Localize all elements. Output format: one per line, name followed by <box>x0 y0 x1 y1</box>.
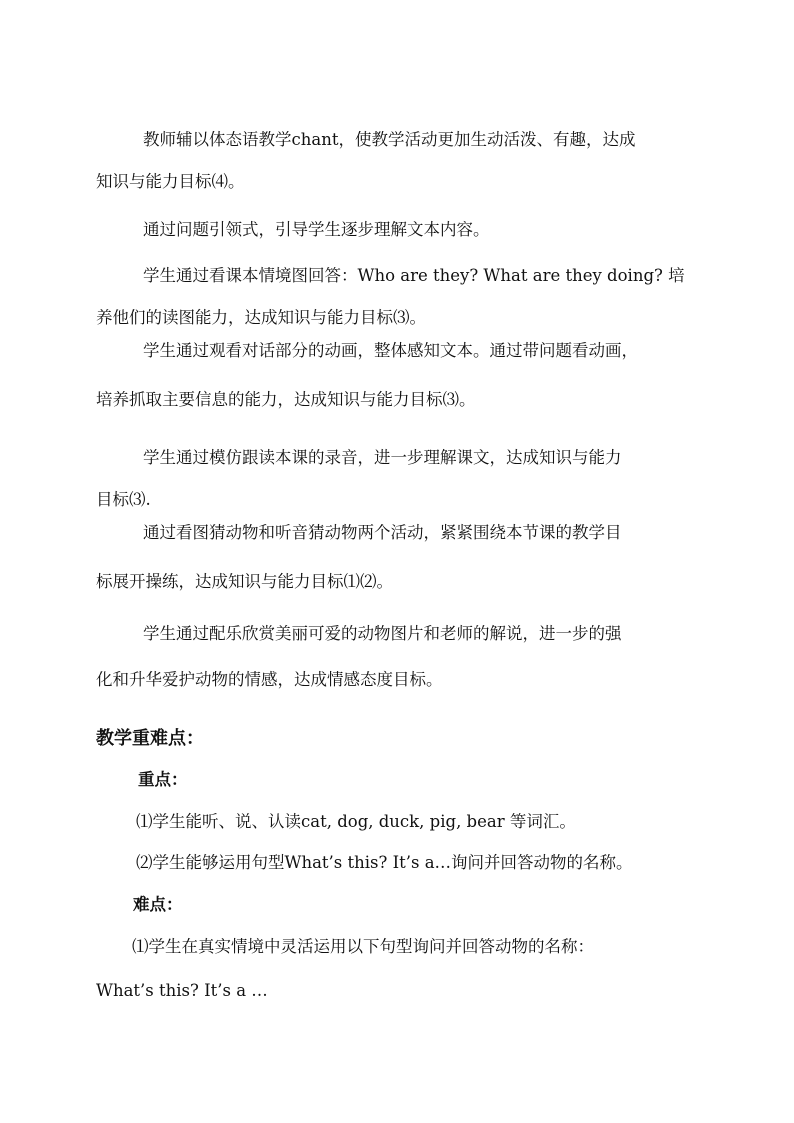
difficult-points-heading: 难点： <box>133 895 183 914</box>
key-point-1: ⑴学生能听、说、认读cat, dog, duck, pig, bear 等词汇。 <box>136 812 576 831</box>
paragraph-1-line-1: 教师辅以体态语教学chant，使教学活动更加生动活泼、有趣，达成 <box>143 130 636 149</box>
paragraph-6-line-2: 标展开操练，达成知识与能力目标⑴⑵。 <box>96 572 393 591</box>
paragraph-4-line-1: 学生通过观看对话部分的动画，整体感知文本。通过带问题看动画， <box>143 341 638 360</box>
key-points-heading: 重点： <box>138 770 188 789</box>
paragraph-6-line-1: 通过看图猜动物和听音猜动物两个活动，紧紧围绕本节课的教学目 <box>143 523 622 542</box>
difficult-point-1: ⑴学生在真实情境中灵活运用以下句型询问并回答动物的名称： <box>132 937 594 956</box>
difficult-point-2: What’s this? It’s a … <box>96 981 268 1000</box>
paragraph-4-line-2: 培养抓取主要信息的能力，达成知识与能力目标⑶。 <box>96 390 476 409</box>
paragraph-2-line-1: 通过问题引领式，引导学生逐步理解文本内容。 <box>143 220 490 239</box>
paragraph-7-line-1: 学生通过配乐欣赏美丽可爱的动物图片和老师的解说，进一步的强 <box>143 624 622 643</box>
paragraph-5-line-2: 目标⑶. <box>96 490 151 509</box>
paragraph-3-line-2: 养他们的读图能力，达成知识与能力目标⑶。 <box>96 308 426 327</box>
section-heading: 教学重难点： <box>96 728 204 749</box>
key-point-2: ⑵学生能够运用句型What’s this? It’s a…询问并回答动物的名称。 <box>136 853 633 872</box>
paragraph-7-line-2: 化和升华爱护动物的情感，达成情感态度目标。 <box>96 670 443 689</box>
paragraph-3-line-1: 学生通过看课本情境图回答：Who are they? What are they doing? 培 <box>143 266 685 285</box>
paragraph-1-line-2: 知识与能力目标⑷。 <box>96 172 245 191</box>
paragraph-5-line-1: 学生通过模仿跟读本课的录音，进一步理解课文，达成知识与能力 <box>143 448 622 467</box>
